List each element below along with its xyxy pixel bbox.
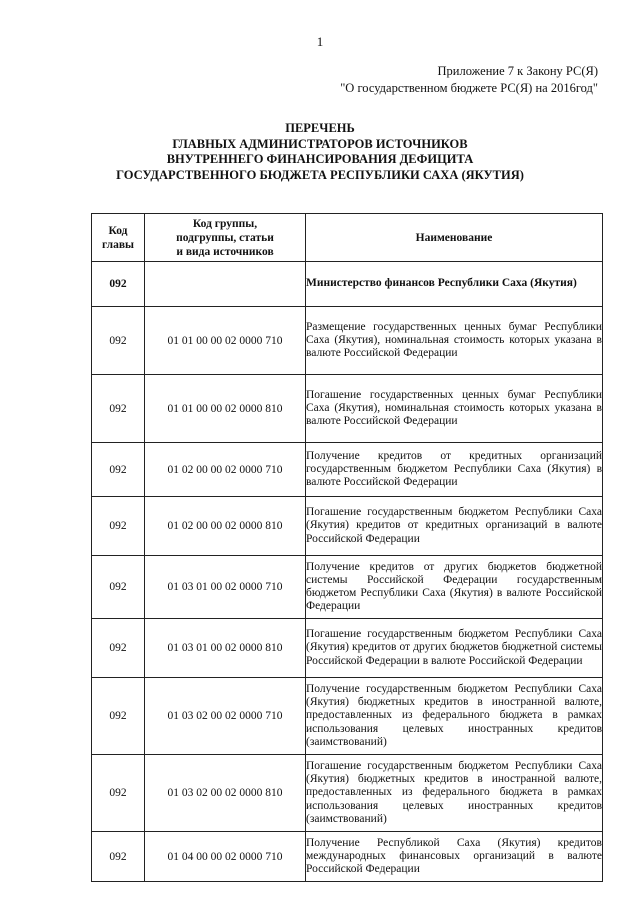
- table-row: [92, 375, 603, 443]
- table-header-row: [92, 214, 603, 262]
- table-row: [92, 619, 603, 678]
- appendix-line-1: Приложение 7 к Закону РС(Я): [437, 64, 598, 78]
- header-source-code: Код группы, подгруппы, статьи и вида источников: [145, 214, 306, 262]
- table-row: [92, 443, 603, 497]
- chapter-code: 092: [92, 678, 145, 755]
- table-row: [92, 755, 603, 832]
- chapter-code: 092: [92, 443, 145, 497]
- page-number: 1: [316, 34, 324, 49]
- source-code: [145, 262, 306, 307]
- source-name: Получение Республикой Саха (Якутия) кредитов международных финансовых организаций в валюте Российской Федерации: [306, 832, 603, 882]
- header-code: Код главы: [92, 214, 145, 262]
- chapter-code: 092: [92, 556, 145, 619]
- chapter-code: 092: [92, 619, 145, 678]
- source-code: 01 03 02 00 02 0000 810: [145, 755, 306, 832]
- source-code: 01 03 02 00 02 0000 710: [145, 678, 306, 755]
- source-name: Получение государственным бюджетом Республики Саха (Якутия) бюджетных кредитов в иностранной валюте, предоставленных из федерального бюджета в рамках использования целевых иностранных кредитов (заимствований): [306, 678, 603, 755]
- title-line-2: ГЛАВНЫХ АДМИНИСТРАТОРОВ ИСТОЧНИКОВ: [172, 136, 468, 151]
- source-name: Погашение государственным бюджетом Республики Саха (Якутия) кредитов от других бюджетов бюджетной системы Российской Федерации в валюте Российской Федерации: [306, 619, 603, 678]
- chapter-code: 092: [92, 755, 145, 832]
- source-name: Погашение государственным бюджетом Республики Саха (Якутия) бюджетных кредитов в иностранной валюте, предоставленных из федерального бюджета в рамках использования целевых иностранных кредитов (заимствований): [306, 755, 603, 832]
- source-code: 01 03 01 00 02 0000 810: [145, 619, 306, 678]
- source-name: Погашение государственных ценных бумаг Республики Саха (Якутия), номинальная стоимость которых указана в валюте Российской Федерации: [306, 375, 603, 443]
- table-row: [92, 832, 603, 882]
- title-line-1: ПЕРЕЧЕНЬ: [285, 121, 355, 135]
- appendix-note: [340, 63, 598, 97]
- chapter-code: 092: [92, 307, 145, 375]
- table-row: [92, 678, 603, 755]
- source-code: 01 03 01 00 02 0000 710: [145, 556, 306, 619]
- table-row: [92, 307, 603, 375]
- chapter-code: 092: [92, 832, 145, 882]
- source-name: Погашение государственным бюджетом Республики Саха (Якутия) кредитов от кредитных организаций в валюте Российской Федерации: [306, 497, 603, 556]
- chapter-code: 092: [92, 375, 145, 443]
- sources-table: [91, 213, 603, 882]
- chapter-code: 092: [92, 262, 145, 307]
- appendix-line-2: "О государственном бюджете РС(Я) на 2016год": [340, 81, 598, 95]
- document-title: [0, 121, 640, 183]
- source-code: 01 02 00 00 02 0000 810: [145, 497, 306, 556]
- table-row: [92, 556, 603, 619]
- header-name: Наименование: [306, 214, 603, 262]
- source-code: 01 04 00 00 02 0000 710: [145, 832, 306, 882]
- source-code: 01 01 00 00 02 0000 710: [145, 307, 306, 375]
- title-line-4: ГОСУДАРСТВЕННОГО БЮДЖЕТА РЕСПУБЛИКИ САХА (ЯКУТИЯ): [116, 167, 524, 182]
- source-name: Размещение государственных ценных бумаг Республики Саха (Якутия), номинальная стоимость которых указана в валюте Российской Федерации: [306, 307, 603, 375]
- source-name: Получение кредитов от кредитных организаций государственным бюджетом Республики Саха (Якутия) в валюте Российской Федерации: [306, 443, 603, 497]
- source-code: 01 02 00 00 02 0000 710: [145, 443, 306, 497]
- chapter-code: 092: [92, 497, 145, 556]
- title-line-3: ВНУТРЕННЕГО ФИНАНСИРОВАНИЯ ДЕФИЦИТА: [166, 152, 474, 166]
- table-row: [92, 262, 603, 307]
- source-code: 01 01 00 00 02 0000 810: [145, 375, 306, 443]
- table-row: [92, 497, 603, 556]
- source-name: Получение кредитов от других бюджетов бюджетной системы Российской Федерации государственным бюджетом Республики Саха (Якутия) в валюте Российской Федерации: [306, 556, 603, 619]
- source-name: Министерство финансов Республики Саха (Якутия): [306, 262, 603, 307]
